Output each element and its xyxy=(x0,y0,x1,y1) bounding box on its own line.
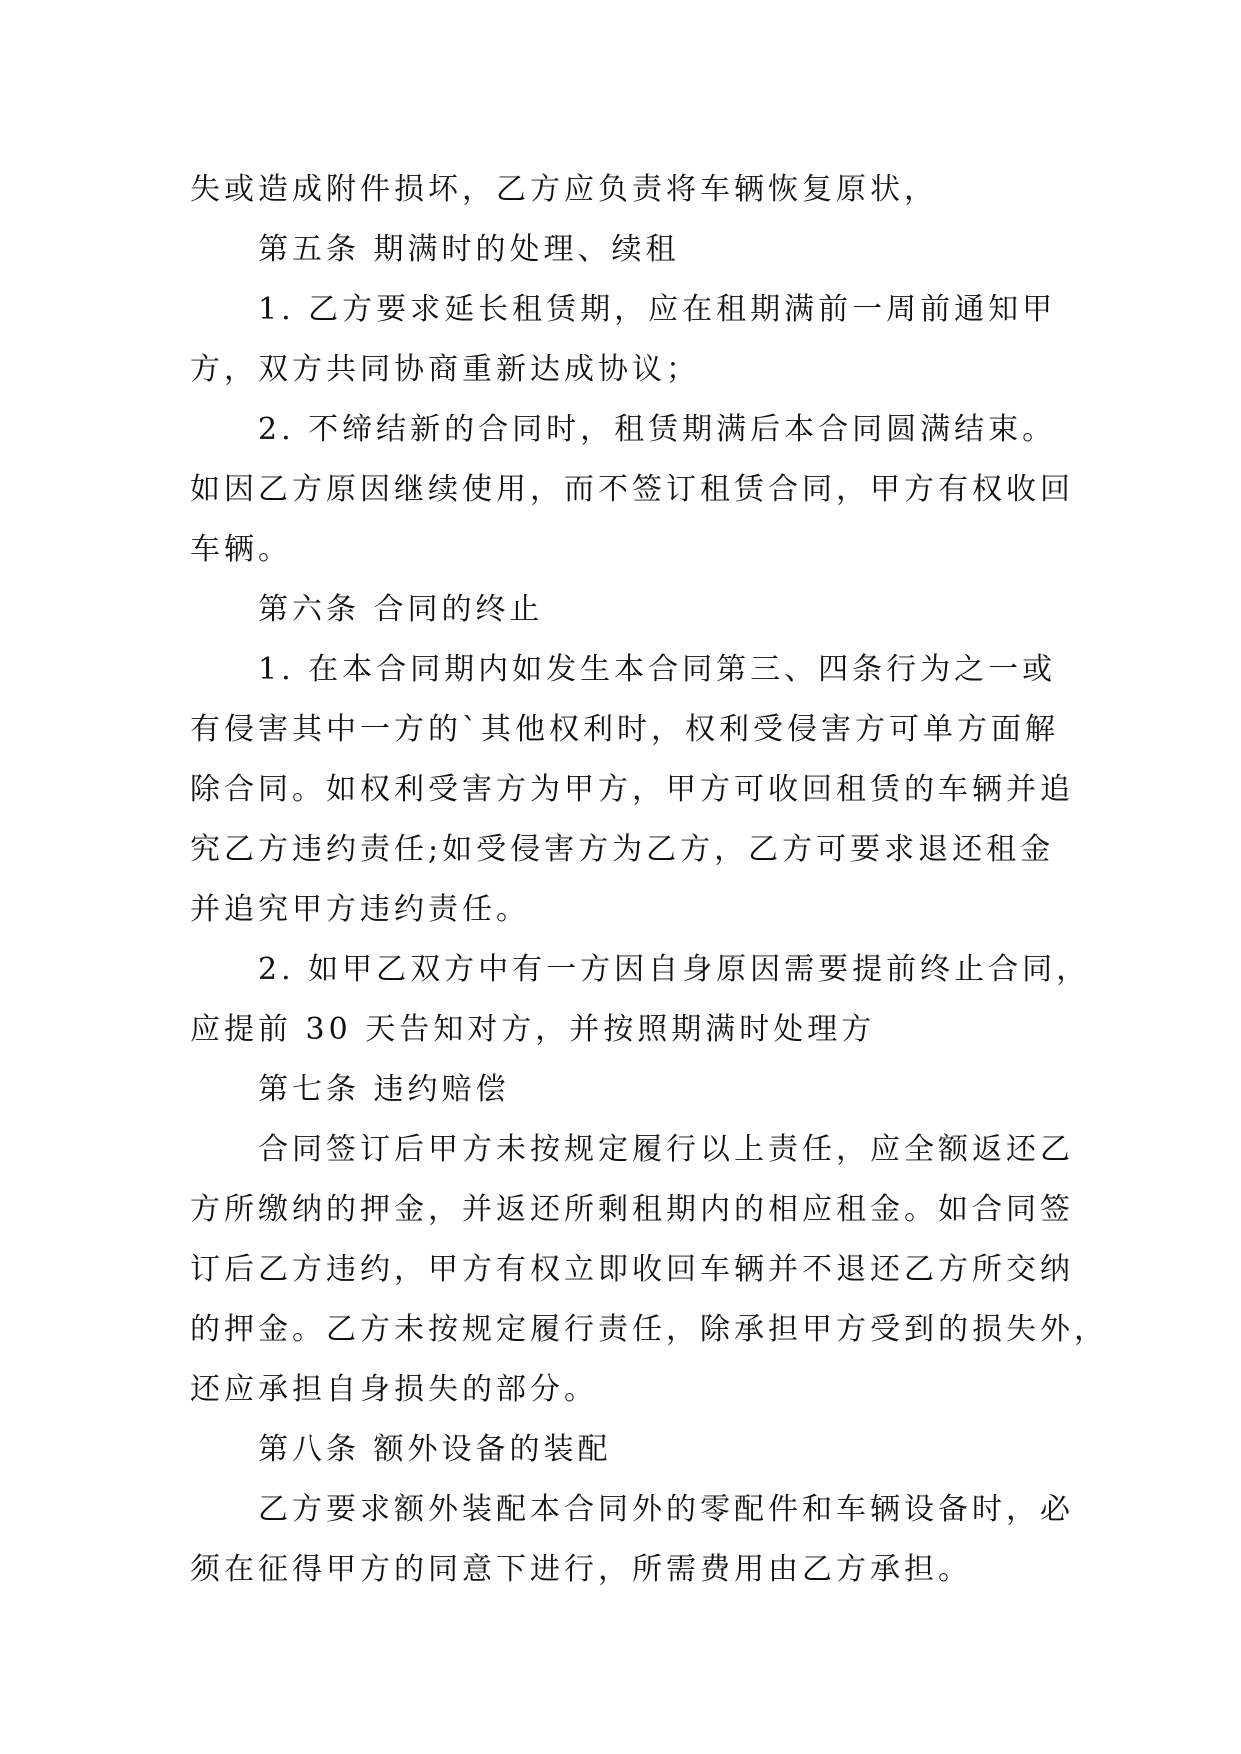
paragraph-line: 如因乙方原因继续使用，而不签订租赁合同，甲方有权收回 xyxy=(190,472,1074,507)
paragraph-line: 方，双方共同协商重新达成协议； xyxy=(190,352,700,387)
paragraph-line: 的押金。乙方未按规定履行责任，除承担甲方受到的损失外， xyxy=(190,1312,1108,1347)
paragraph-line: 1. 乙方要求延长租赁期，应在租期满前一周前通知甲 xyxy=(258,292,1057,327)
paragraph-line: 还应承担自身损失的部分。 xyxy=(190,1372,598,1407)
paragraph-line: 并追究甲方违约责任。 xyxy=(190,892,530,927)
article-heading-5: 第五条 期满时的处理、续租 xyxy=(258,232,680,267)
paragraph-line: 乙方要求额外装配本合同外的零配件和车辆设备时，必 xyxy=(258,1492,1074,1527)
paragraph-line: 失或造成附件损坏，乙方应负责将车辆恢复原状， xyxy=(190,172,938,207)
paragraph-line: 除合同。如权利受害方为甲方，甲方可收回租赁的车辆并追 xyxy=(190,772,1074,807)
paragraph-line: 究乙方违约责任;如受侵害方为乙方，乙方可要求退还租金 xyxy=(190,832,1055,867)
paragraph-line: 2. 不缔结新的合同时，租赁期满后本合同圆满结束。 xyxy=(258,412,1057,447)
paragraph-line: 车辆。 xyxy=(190,532,292,567)
paragraph-line: 应提前 30 天告知对方，并按照期满时处理方 xyxy=(190,1012,876,1047)
article-heading-6: 第六条 合同的终止 xyxy=(258,592,544,627)
document-body xyxy=(190,160,1108,1600)
paragraph-line: 须在征得甲方的同意下进行，所需费用由乙方承担。 xyxy=(190,1552,972,1587)
paragraph-line: 合同签订后甲方未按规定履行以上责任，应全额返还乙 xyxy=(258,1132,1074,1167)
paragraph-line: 1. 在本合同期内如发生本合同第三、四条行为之一或 xyxy=(258,652,1057,687)
article-heading-7: 第七条 违约赔偿 xyxy=(258,1072,510,1107)
paragraph-line: 有侵害其中一方的`其他权利时，权利受侵害方可单方面解 xyxy=(190,712,1059,747)
paragraph-line: 订后乙方违约，甲方有权立即收回车辆并不退还乙方所交纳 xyxy=(190,1252,1074,1287)
paragraph-line: 2. 如甲乙双方中有一方因自身原因需要提前终止合同， xyxy=(258,952,1091,987)
article-heading-8: 第八条 额外设备的装配 xyxy=(258,1432,612,1467)
paragraph-line: 方所缴纳的押金，并返还所剩租期内的相应租金。如合同签 xyxy=(190,1192,1074,1227)
